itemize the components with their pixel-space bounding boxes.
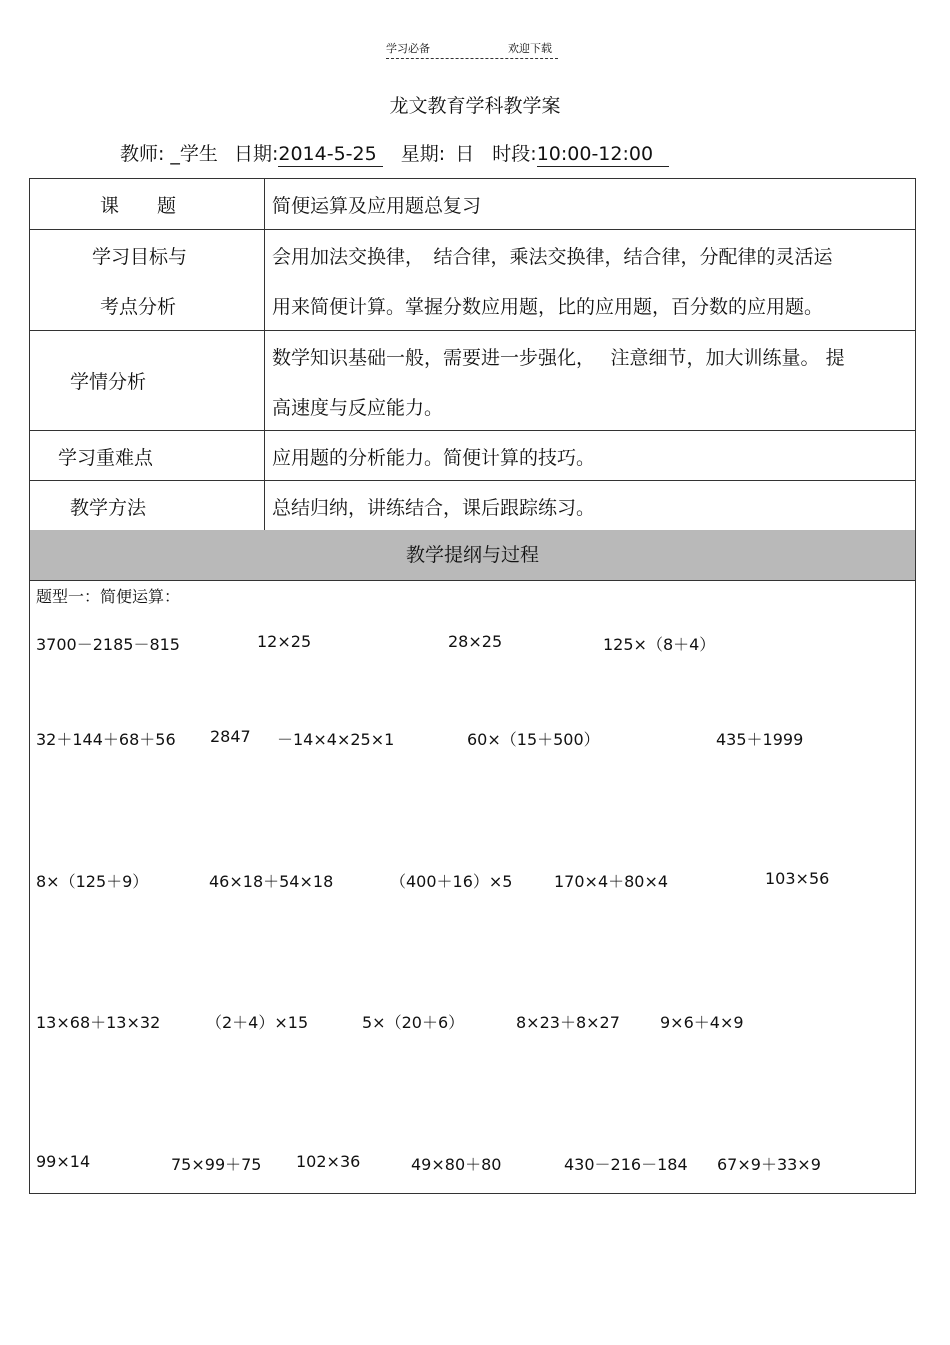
exercise-expression: 125×（8＋4）	[603, 635, 716, 654]
exercise-expression: 60×（15＋500）	[467, 730, 600, 749]
student-label: 学生	[179, 143, 218, 165]
exercise-expression: 3700－2185－815	[36, 635, 180, 654]
exercise-expression: （400＋16）×5	[390, 872, 513, 891]
difficulty-label-cell	[30, 431, 265, 480]
exercise-expression: 102×36	[296, 1152, 361, 1171]
header-left-text: 学习必备	[386, 42, 430, 55]
exercise-expression: 9×6＋4×9	[660, 1013, 744, 1032]
exercise-expression: 28×25	[448, 632, 503, 651]
topic-value-cell	[272, 179, 907, 229]
exercise-expression: （2＋4）×15	[206, 1013, 309, 1032]
exercise-expression: 67×9＋33×9	[717, 1155, 821, 1174]
method-label-cell	[30, 481, 265, 530]
method-value: 总结归纳，讲练结合，课后跟踪练习。	[272, 497, 596, 519]
exercise-expression: 103×56	[765, 869, 830, 888]
exercise-expression: 32＋144＋68＋56	[36, 730, 176, 749]
row-situation	[30, 331, 915, 431]
topic-label-cell	[30, 179, 265, 229]
situation-value-line2: 高速度与反应能力。	[272, 397, 444, 419]
exercise-expression: 12×25	[257, 632, 312, 651]
exercise-expression: 5×（20＋6）	[362, 1013, 465, 1032]
period-value: 10:00-12:00	[537, 143, 669, 167]
exercise-expression: 435＋1999	[716, 730, 804, 749]
date-value: 2014-5-25	[278, 143, 382, 167]
weekday-label: 星期:	[400, 143, 446, 165]
row-difficulty	[30, 431, 915, 481]
date-label: 日期:	[233, 143, 279, 165]
exercise-expression: 75×99＋75	[171, 1155, 262, 1174]
row-goals	[30, 230, 915, 331]
exercise-expression: －14×4×25×1	[277, 730, 395, 749]
row-method	[30, 481, 915, 530]
situation-label-cell	[30, 331, 265, 430]
exercise-expression: 170×4＋80×4	[554, 872, 669, 891]
header-dashed-rule	[386, 58, 558, 59]
document-title: 龙文教育学科教学案	[389, 95, 561, 117]
difficulty-label: 学习重难点	[58, 447, 154, 469]
goals-label-line1: 学习目标与	[92, 246, 188, 268]
row-topic	[30, 179, 915, 230]
exercise-section-title: 题型一：简便运算：	[36, 587, 181, 606]
period-label: 时段:	[492, 143, 537, 165]
exercise-expression: 8×（125＋9）	[36, 872, 149, 891]
teacher-value: _	[170, 143, 180, 165]
exercise-expression: 46×18＋54×18	[209, 872, 334, 891]
topic-label: 课 题	[100, 195, 177, 217]
difficulty-value-cell	[272, 431, 907, 480]
exercise-expression: 13×68＋13×32	[36, 1013, 161, 1032]
method-value-cell	[272, 481, 907, 530]
goals-value-cell	[272, 230, 907, 330]
exercise-expression: 2847	[210, 727, 251, 746]
teacher-label: 教师:	[120, 143, 165, 165]
goals-label-line2: 考点分析	[100, 296, 177, 318]
exercise-expression: 430－216－184	[564, 1155, 688, 1174]
header-right-text: 欢迎下载	[508, 42, 552, 55]
method-label: 教学方法	[70, 497, 147, 519]
topic-value: 简便运算及应用题总复习	[272, 195, 482, 217]
meta-line	[120, 139, 669, 166]
situation-value-cell	[272, 331, 907, 430]
situation-value-line1: 数学知识基础一般，需要进一步强化， 注意细节，加大训练量。 提	[272, 347, 845, 369]
exercise-expression: 99×14	[36, 1152, 91, 1171]
exercise-expression: 49×80＋80	[411, 1155, 502, 1174]
teaching-outline-band: 教学提纲与过程	[30, 530, 915, 581]
goals-label-cell	[30, 230, 265, 330]
weekday-value: 日	[455, 143, 475, 165]
exercise-expression: 8×23＋8×27	[516, 1013, 620, 1032]
lesson-plan-table	[29, 178, 916, 1194]
goals-value-line2: 用来简便计算。掌握分数应用题，比的应用题，百分数的应用题。	[272, 296, 824, 318]
difficulty-value: 应用题的分析能力。简便计算的技巧。	[272, 447, 596, 469]
situation-label: 学情分析	[70, 371, 147, 393]
goals-value-line1: 会用加法交换律， 结合律，乘法交换律，结合律，分配律的灵活运	[272, 246, 833, 268]
